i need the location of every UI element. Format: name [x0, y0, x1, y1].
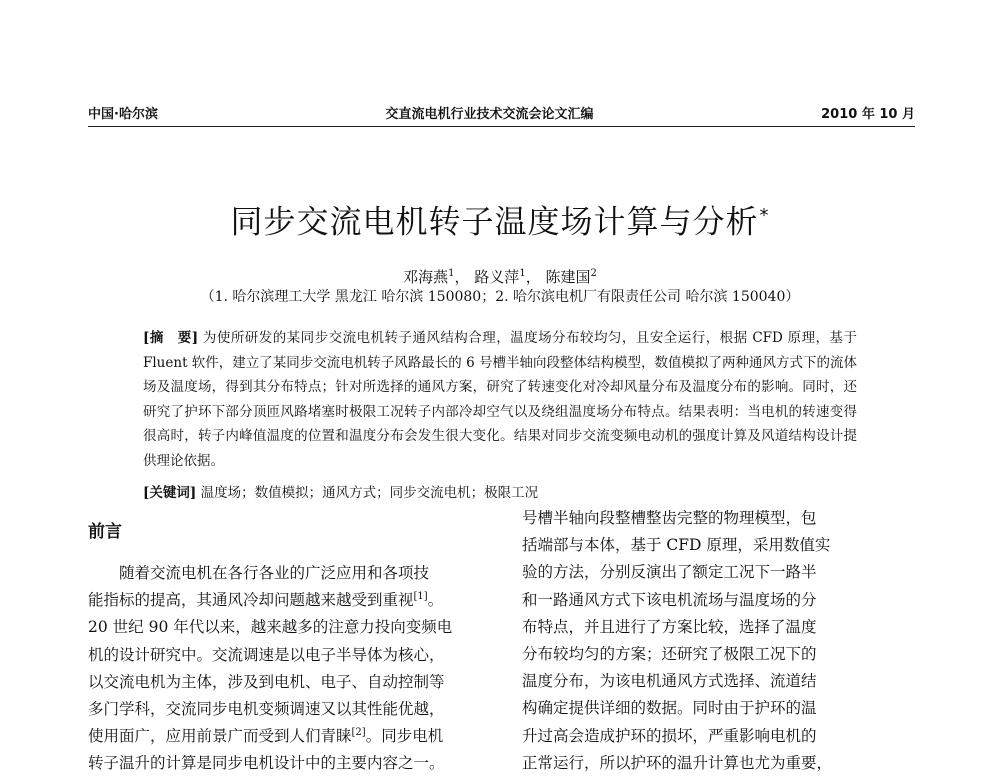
header-date: 2010 年 10 月	[821, 107, 915, 122]
author-affiliation-mark: 2	[590, 268, 597, 279]
body-line: 随着交流电机在各行各业的广泛应用和各项技	[88, 564, 430, 582]
body-line: 正常运行，所以护环的温升计算也尤为重要，	[522, 753, 833, 772]
author-name: 路义萍	[474, 268, 520, 286]
author-name: 陈建国	[545, 268, 591, 286]
citation-ref: [2]	[351, 727, 366, 739]
paper-title-text: 同步交流电机转子温度场计算与分析	[230, 202, 759, 241]
author-name: 邓海燕	[403, 268, 449, 286]
abstract-text: 为使所研发的某同步交流电机转子通风结构合理，温度场分布较均匀，且安全运行，根据 CFD 原理，基于 Fluent 软件，建立了某同步交流电机转子风路最长的 6 号槽半轴向段整体结构模型，数值模拟了两种通风方式下的流体场及温度场，得到其分布特点；针对所选择的通风方案，研究了转速变化对冷却风量分布及温度分布的影响。同时，还研究了护环下部分顶匝风路堵塞时极限工况转子内部冷却空气以及绕组温度场分布特点。结果表明：当电机的转速变得很高时，转子内峰值温度的位置和温度分布会发生很大变化。结果对同步交流变频电动机的强度计算及风道结构设计提供理论依据。	[143, 330, 857, 469]
keywords-label: [关键词]	[143, 485, 197, 501]
body-line: 括端部与本体，基于 CFD 原理，采用数值实	[522, 536, 831, 555]
author-list: 邓海燕$^1$， 路义萍$^1$， 陈建国$^2$	[403, 268, 597, 286]
paper-title	[0, 196, 1000, 242]
header-divider	[88, 126, 915, 127]
body-line: 验的方法，分别反演出了额定工况下一路半	[522, 563, 817, 582]
body-line: 升过高会造成护环的损坏，严重影响电机的	[522, 726, 817, 745]
section-heading-introduction: 前言	[88, 522, 122, 542]
body-line: 以交流电机为主体，涉及到电机、电子、自动控制等	[88, 672, 445, 691]
keywords-text: 温度场；数值模拟；通风方式；同步交流电机；极限工况	[200, 485, 539, 501]
author-affiliation-mark: 1	[519, 268, 526, 279]
affiliations: （1. 哈尔滨理工大学 黑龙江 哈尔滨 150080；2. 哈尔滨电机厂有限责任公司 哈尔滨 150040）	[200, 289, 800, 305]
body-line: 构确定提供详细的数据。同时由于护环的温	[522, 699, 817, 718]
abstract	[143, 326, 857, 473]
body-line: 和一路通风方式下该电机流场与温度场的分	[522, 590, 817, 609]
body-line: 20 世纪 90 年代以来，越来越多的注意力投向变频电	[88, 618, 453, 637]
body-line: 号槽半轴向段整槽整齿完整的物理模型，包	[522, 509, 817, 527]
citation-ref: [1]	[413, 591, 428, 603]
body-line: 机的设计研究中。交流调速是以电子半导体为核心，	[88, 645, 445, 664]
body-line: 转子温升的计算是同步电机设计中的主要内容之一。	[88, 754, 445, 773]
abstract-label: [摘 要]	[143, 330, 199, 346]
running-header	[88, 107, 915, 123]
header-proceedings-title: 交直流电机行业技术交流会论文汇编	[385, 107, 594, 122]
body-line: 温度分布，为该电机通风方式选择、流道结	[522, 672, 817, 691]
author-affiliation-mark: 1	[448, 268, 455, 279]
body-column-left	[88, 560, 488, 778]
body-line: 分布较均匀的方案；还研究了极限工况下的	[522, 645, 817, 664]
body-line: 多门学科，交流同步电机变频调速又以其性能优越，	[88, 700, 445, 719]
body-line: 布特点，并且进行了方案比较，选择了温度	[522, 617, 817, 636]
keywords	[143, 481, 857, 505]
title-footnote-mark: *	[759, 205, 770, 226]
body-line: 能指标的提高，其通风冷却问题越来越受到重视[1]。	[88, 591, 444, 610]
header-location: 中国·哈尔滨	[88, 107, 158, 122]
body-line: 使用面广，应用前景广而受到人们青睐[2]。同步电机	[88, 727, 444, 746]
body-column-right	[522, 505, 862, 777]
